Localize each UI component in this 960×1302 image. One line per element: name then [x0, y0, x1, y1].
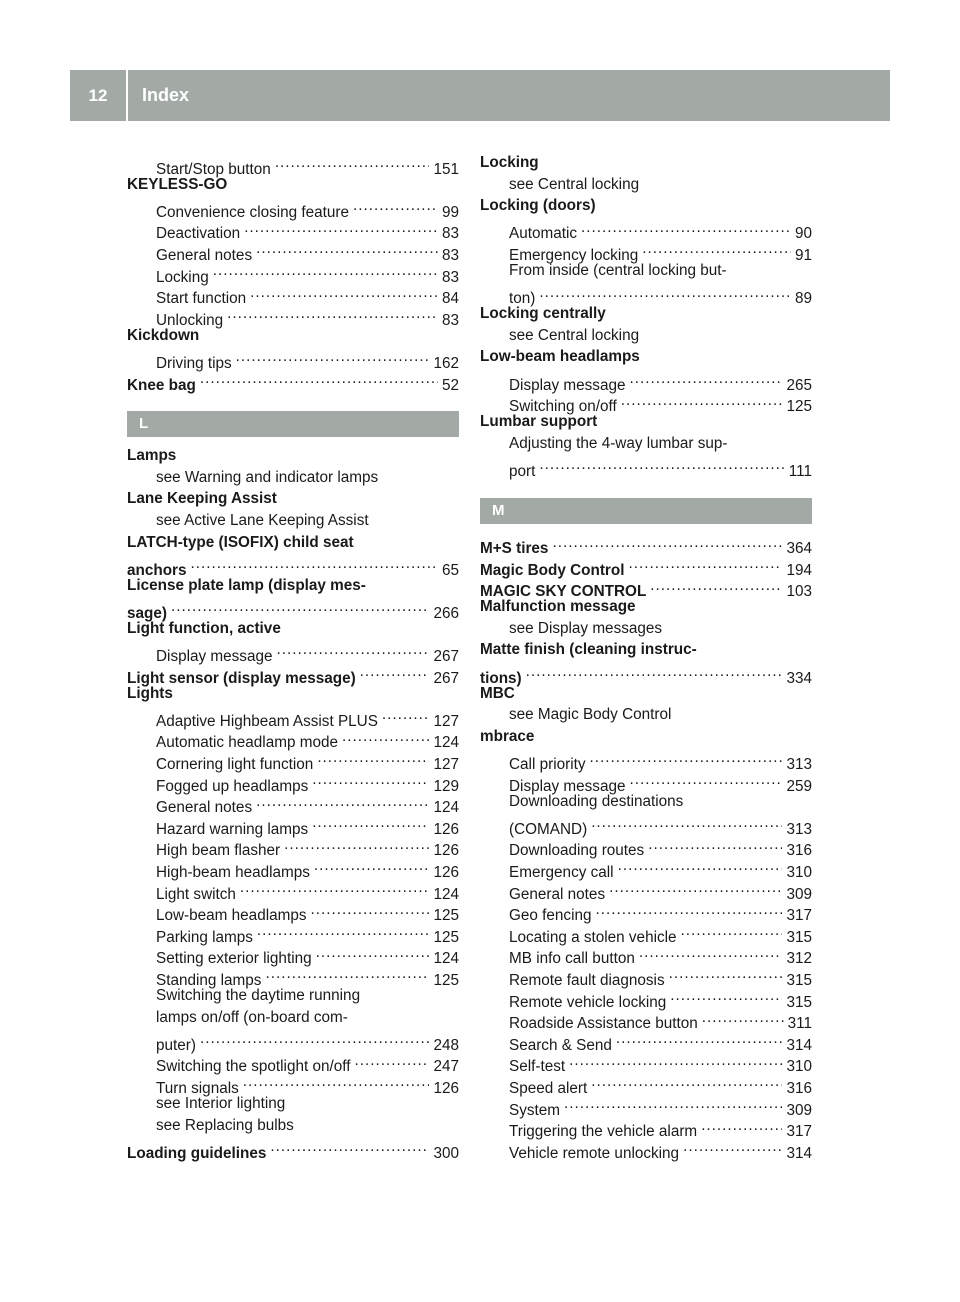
page-reference: 52	[441, 376, 459, 394]
page-reference: 309	[786, 1101, 812, 1119]
entry-text: Malfunction message	[480, 598, 636, 616]
index-subentry	[480, 282, 812, 308]
page-reference: 248	[433, 1036, 459, 1054]
entry-text: see Warning and indicator lamps	[156, 468, 379, 486]
page-reference: 312	[786, 950, 812, 968]
page-reference: 316	[786, 1079, 812, 1097]
entry-text: System	[509, 1101, 560, 1119]
entry-text: Matte finish (cleaning instruc-	[480, 641, 697, 659]
index-subentry	[480, 454, 812, 480]
entry-text: Switching on/off	[509, 398, 617, 416]
index-subentry	[127, 1007, 459, 1029]
index-entry	[480, 683, 812, 705]
page-reference: 265	[786, 376, 812, 394]
entry-text: Display message	[156, 648, 273, 666]
index-column-right	[480, 152, 812, 1162]
index-entry	[480, 726, 812, 748]
dot-leader	[670, 985, 782, 1007]
entry-text: Start/Stop button	[156, 160, 271, 178]
page-reference: 151	[433, 160, 459, 178]
dot-leader	[311, 899, 430, 921]
index-subentry	[480, 618, 812, 640]
index-subentry	[127, 639, 459, 666]
page-reference: 300	[433, 1144, 459, 1162]
dot-leader	[314, 855, 430, 877]
index-entry	[127, 553, 459, 579]
entry-text: Remote vehicle locking	[509, 993, 667, 1011]
entry-text: High-beam headlamps	[156, 864, 310, 881]
entry-text: port	[509, 462, 536, 480]
entry-text: Hazard warning lamps	[156, 820, 309, 838]
page-reference: 124	[433, 885, 459, 903]
page-reference: 103	[786, 583, 812, 601]
dot-leader	[243, 1071, 430, 1093]
dot-leader	[275, 152, 430, 174]
entry-text: Locking (doors)	[480, 197, 596, 215]
entry-text: Remote fault diagnosis	[509, 971, 665, 989]
entry-text: Driving tips	[156, 354, 232, 372]
index-subentry	[480, 368, 812, 394]
page-reference: 126	[433, 842, 459, 860]
index-subentry	[480, 791, 812, 813]
entry-text: High beam flasher	[156, 842, 281, 860]
dot-leader	[591, 1071, 782, 1093]
page-reference: 125	[433, 907, 459, 925]
index-subentry	[480, 812, 812, 838]
dot-leader	[312, 812, 429, 834]
page-reference: 84	[441, 290, 459, 308]
entry-text: License plate lamp (display mes-	[127, 576, 366, 594]
index-entry	[127, 325, 459, 347]
page-reference: 83	[441, 246, 459, 264]
entry-text: Vehicle remote unlocking	[509, 1144, 680, 1162]
index-subentry	[127, 704, 459, 730]
page-reference: 125	[786, 398, 812, 416]
page-reference: 315	[786, 971, 812, 989]
index-entry	[127, 174, 459, 196]
index-subentry	[480, 260, 812, 282]
entry-text: lamps on/off (on-board com-	[156, 1008, 348, 1026]
entry-text: see Magic Body Control	[509, 706, 672, 724]
page-reference: 124	[433, 734, 459, 752]
dot-leader	[629, 368, 782, 390]
entry-text: Switching the daytime running	[156, 986, 361, 1004]
section-title: Index	[142, 85, 190, 105]
dot-leader	[240, 877, 430, 899]
entry-text: Deactivation	[156, 225, 241, 243]
header-divider	[126, 70, 128, 121]
entry-text: see Central locking	[509, 326, 640, 344]
dot-leader	[353, 195, 438, 217]
dot-leader	[539, 282, 791, 304]
index-subentry	[127, 467, 459, 489]
entry-text: Light switch	[156, 885, 236, 903]
entry-text: Locking	[156, 268, 209, 286]
page-reference: 364	[786, 540, 812, 558]
dot-leader	[244, 217, 438, 239]
page-reference: 126	[433, 820, 459, 838]
page-reference: 83	[441, 268, 459, 286]
entry-text: sage)	[127, 604, 167, 622]
letter-heading: M	[480, 498, 812, 524]
entry-text: From inside (central locking but-	[509, 261, 727, 279]
dot-leader	[681, 920, 783, 942]
entry-text: Unlocking	[156, 311, 224, 329]
dot-leader	[250, 282, 438, 304]
page-number: 12	[88, 85, 108, 105]
entry-text: Knee bag	[127, 376, 196, 394]
index-subentry	[127, 152, 459, 178]
dot-leader	[701, 1115, 782, 1137]
page-reference: 266	[433, 604, 459, 622]
dot-leader	[628, 553, 782, 575]
index-subentry	[480, 325, 812, 347]
dot-leader	[354, 1050, 429, 1072]
entry-text: anchors	[127, 561, 187, 579]
dot-leader	[342, 726, 430, 748]
dot-leader	[648, 834, 782, 856]
dot-leader	[629, 769, 782, 791]
page-reference: 91	[794, 246, 812, 264]
index-entry	[127, 1136, 459, 1162]
entry-text: Locking	[480, 154, 539, 171]
entry-text: see Display messages	[509, 619, 663, 637]
page-reference: 314	[786, 1144, 812, 1162]
dot-leader	[276, 639, 429, 661]
dot-leader	[552, 532, 782, 554]
page-reference: 316	[786, 842, 812, 860]
entry-text: Loading guidelines	[127, 1144, 267, 1162]
page-reference: 83	[441, 225, 459, 243]
entry-text: Triggering the vehicle alarm	[509, 1123, 698, 1141]
dot-leader	[382, 704, 430, 726]
index-entry	[127, 445, 459, 467]
entry-text: (COMAND)	[509, 820, 588, 838]
entry-text: puter)	[156, 1036, 196, 1054]
page-reference: 313	[786, 820, 812, 838]
index-subentry	[127, 1028, 459, 1054]
index-subentry	[127, 510, 459, 532]
dot-leader	[590, 747, 783, 769]
page-reference: 125	[433, 928, 459, 946]
page-reference: 127	[433, 756, 459, 774]
entry-text: Speed alert	[509, 1079, 588, 1097]
entry-text: Light function, active	[127, 619, 281, 637]
entry-text: Magic Body Control	[480, 561, 625, 579]
dot-leader	[213, 260, 438, 282]
page-reference: 126	[433, 864, 459, 881]
dot-leader	[683, 1136, 782, 1158]
entry-text: Convenience closing feature	[156, 203, 350, 221]
index-subentry	[480, 704, 812, 726]
dot-leader	[265, 963, 429, 985]
entry-text: Lumbar support	[480, 413, 598, 431]
dot-leader	[171, 596, 430, 618]
entry-text: General notes	[509, 885, 606, 903]
dot-leader	[618, 855, 783, 877]
entry-text: Lane Keeping Assist	[127, 490, 277, 508]
entry-text: ton)	[509, 290, 536, 308]
entry-text: Light sensor (display message)	[127, 669, 356, 687]
entry-text: Parking lamps	[156, 928, 253, 946]
entry-text: Lamps	[127, 447, 177, 465]
entry-text: mbrace	[480, 727, 535, 745]
page-reference: 127	[433, 712, 459, 730]
entry-text: Automatic	[509, 225, 578, 243]
page-reference: 126	[433, 1079, 459, 1097]
entry-text: Standing lamps	[156, 971, 262, 989]
index-subentry	[480, 747, 812, 774]
dot-leader	[650, 575, 782, 597]
index-subentry	[127, 1093, 459, 1115]
entry-text: M+S tires	[480, 540, 549, 558]
index-entry	[480, 195, 812, 217]
dot-leader	[200, 1028, 430, 1050]
dot-leader	[284, 834, 429, 856]
index-subentry	[127, 985, 459, 1007]
entry-text: General notes	[156, 246, 253, 264]
dot-leader	[526, 661, 783, 683]
entry-text: Geo fencing	[509, 907, 592, 925]
page-reference: 311	[787, 1015, 812, 1033]
dot-leader	[227, 303, 438, 325]
entry-text: MBC	[480, 684, 515, 702]
page-reference: 267	[433, 648, 459, 666]
index-entry	[480, 532, 812, 558]
index-subentry	[127, 195, 459, 221]
page-reference: 83	[441, 311, 459, 329]
dot-leader	[569, 1050, 782, 1072]
index-entry	[480, 152, 812, 174]
page-reference: 65	[441, 561, 459, 579]
dot-leader	[621, 390, 783, 412]
entry-text: see Replacing bulbs	[156, 1116, 294, 1134]
entry-text: LATCH-type (ISOFIX) child seat	[127, 533, 354, 551]
dot-leader	[581, 217, 791, 239]
index-subentry	[127, 1115, 459, 1137]
entry-text: Low-beam headlamps	[480, 348, 640, 366]
entry-text: Display message	[509, 777, 626, 795]
dot-leader	[591, 812, 782, 834]
entry-text: see Active Lane Keeping Assist	[156, 511, 369, 529]
entry-text: see Interior lighting	[156, 1094, 286, 1112]
page-reference: 267	[433, 669, 459, 687]
entry-text: Call priority	[509, 756, 586, 774]
index-subentry	[127, 346, 459, 372]
page-reference: 125	[433, 971, 459, 989]
entry-text: Search & Send	[509, 1036, 612, 1054]
letter-heading: L	[127, 411, 459, 437]
entry-text: Low-beam headlamps	[156, 907, 307, 925]
page-reference: 309	[786, 885, 812, 903]
entry-text: Switching the spotlight on/off	[156, 1058, 351, 1076]
dot-leader	[564, 1093, 782, 1115]
entry-text: Locking centrally	[480, 305, 606, 323]
entry-text: Emergency call	[509, 864, 614, 881]
entry-text: Downloading routes	[509, 842, 645, 860]
dot-leader	[639, 942, 783, 964]
dot-leader	[596, 899, 783, 921]
page-reference: 317	[786, 907, 812, 925]
page-reference: 310	[786, 1058, 812, 1076]
dot-leader	[539, 454, 784, 476]
page-reference: 259	[786, 777, 812, 795]
entry-text: Kickdown	[127, 326, 200, 344]
dot-leader	[669, 963, 783, 985]
dot-leader	[317, 747, 429, 769]
dot-leader	[616, 1028, 783, 1050]
dot-leader	[702, 1007, 784, 1029]
index-entry	[480, 639, 812, 661]
dot-leader	[360, 661, 430, 683]
index-entry	[480, 411, 812, 433]
entry-text: KEYLESS-GO	[127, 175, 228, 193]
page-reference: 334	[786, 669, 812, 687]
entry-text: General notes	[156, 799, 253, 817]
entry-text: Adjusting the 4-way lumbar sup-	[509, 434, 728, 452]
entry-text: Start function	[156, 290, 247, 308]
entry-text: Fogged up headlamps	[156, 777, 309, 795]
entry-text: MAGIC SKY CONTROL	[480, 583, 647, 601]
page-reference: 99	[441, 203, 459, 221]
dot-leader	[200, 368, 438, 390]
entry-text: tions)	[480, 669, 522, 687]
entry-text: Roadside Assistance button	[509, 1015, 698, 1033]
page-reference: 310	[786, 864, 812, 881]
dot-leader	[316, 942, 430, 964]
dot-leader	[609, 877, 782, 899]
entry-text: Lights	[127, 684, 173, 702]
index-subentry	[480, 174, 812, 196]
dot-leader	[236, 346, 430, 368]
index-entry	[127, 596, 459, 622]
entry-text: MB info call button	[509, 950, 635, 968]
page-reference: 124	[433, 799, 459, 817]
index-subentry	[480, 217, 812, 243]
index-entry	[127, 532, 459, 554]
index-entry	[480, 303, 812, 325]
entry-text: Locating a stolen vehicle	[509, 928, 677, 946]
index-entry	[127, 575, 459, 597]
entry-text: see Central locking	[509, 175, 640, 193]
dot-leader	[642, 238, 791, 260]
page-reference: 314	[786, 1036, 812, 1054]
entry-text: Display message	[509, 376, 626, 394]
dot-leader	[270, 1136, 429, 1158]
page-reference: 124	[433, 950, 459, 968]
entry-text: Setting exterior lighting	[156, 950, 312, 968]
index-column-left	[127, 152, 459, 1162]
entry-text: Cornering light function	[156, 756, 314, 774]
page-reference: 111	[788, 462, 812, 480]
index-entry	[127, 488, 459, 510]
entry-text: Emergency locking	[509, 246, 639, 264]
page-reference: 315	[786, 993, 812, 1011]
page-reference: 317	[786, 1123, 812, 1141]
page-reference: 89	[794, 290, 812, 308]
page-reference: 90	[794, 225, 812, 243]
dot-leader	[312, 769, 429, 791]
page-reference: 194	[786, 561, 812, 579]
entry-text: Automatic headlamp mode	[156, 734, 338, 752]
index-subentry	[480, 433, 812, 455]
index-entry	[480, 346, 812, 368]
entry-text: Self-test	[509, 1058, 566, 1076]
page-reference: 162	[433, 354, 459, 372]
index-entry	[480, 661, 812, 687]
entry-text: Downloading destinations	[509, 792, 684, 810]
page-reference: 129	[433, 777, 459, 795]
index-entry	[127, 618, 459, 640]
entry-text: Turn signals	[156, 1079, 239, 1097]
dot-leader	[257, 920, 430, 942]
dot-leader	[256, 791, 429, 813]
dot-leader	[256, 238, 438, 260]
page-reference: 313	[786, 756, 812, 774]
page-reference: 247	[433, 1058, 459, 1076]
dot-leader	[191, 553, 438, 575]
entry-text: Adaptive Highbeam Assist PLUS	[156, 712, 378, 730]
page-reference: 315	[786, 928, 812, 946]
page-header	[70, 70, 890, 121]
